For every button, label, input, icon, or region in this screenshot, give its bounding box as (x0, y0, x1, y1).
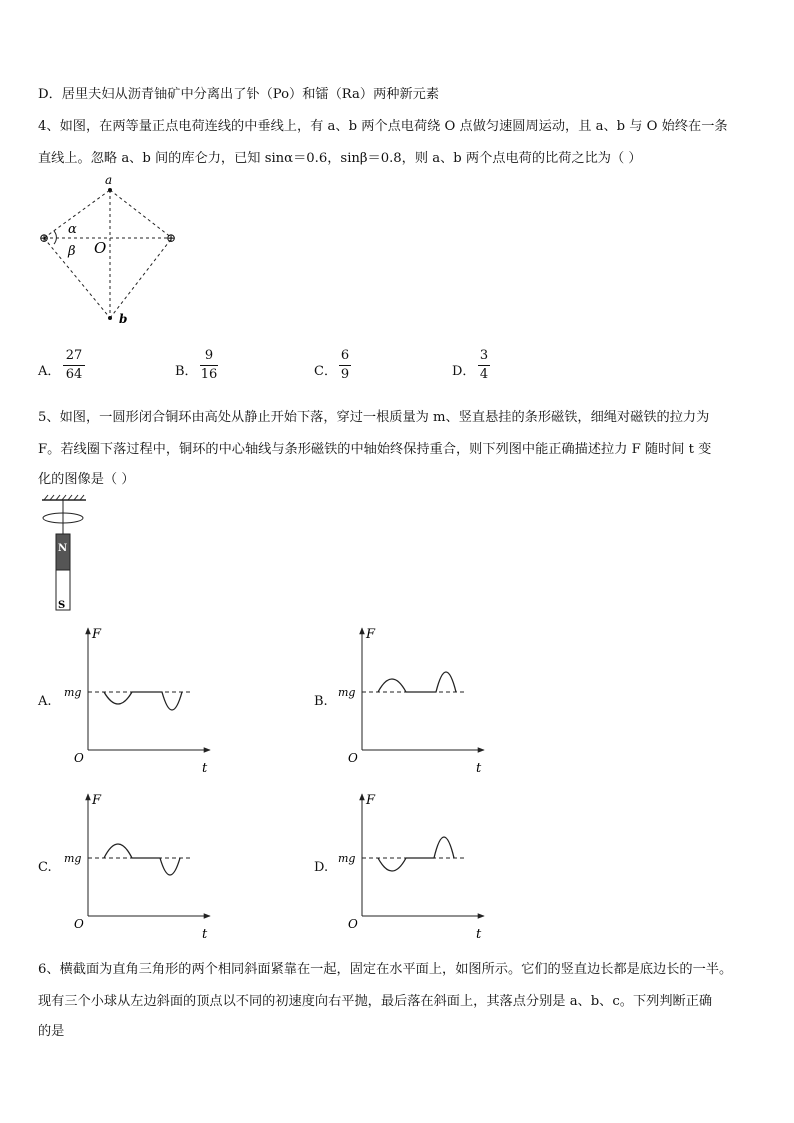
q4-option-a-letter[interactable]: A． (38, 364, 61, 379)
q4-option-b-fraction (200, 348, 218, 383)
label-b: b (119, 312, 128, 326)
q6-text-line3: 的是 (38, 1024, 65, 1039)
q5-option-c-letter[interactable]: C. (38, 860, 52, 875)
origin-label: O (348, 917, 358, 931)
axis-f-label: F (366, 627, 376, 642)
denominator: 64 (65, 367, 83, 382)
q5-graph-d[interactable] (334, 788, 494, 944)
numerator: 6 (340, 348, 350, 363)
q5-option-b-letter[interactable]: B. (314, 694, 328, 709)
point-b (108, 316, 112, 320)
denominator: 9 (340, 367, 350, 382)
axis-f-label: F (92, 793, 102, 808)
q4-option-c-fraction (339, 348, 351, 383)
q5-graph-c[interactable] (60, 788, 220, 944)
south-label: S (58, 600, 66, 611)
origin-label: O (74, 917, 84, 931)
q3-option-d: D．居里夫妇从沥青铀矿中分离出了钋（Po）和镭（Ra）两种新元素 (38, 87, 440, 102)
q4-text-line1: 4、如图，在两等量正点电荷连线的中垂线上，有 a、b 两个点电荷绕 O 点做匀速圆周运动，且 a、b 与 O 始终在一条 (38, 119, 728, 134)
north-label: N (58, 543, 68, 554)
label-alpha: α (68, 222, 77, 237)
q5-text-line1: 5、如图，一圆形闭合铜环由高处从静止开始下落，穿过一根质量为 m、竖直悬挂的条形磁铁，细绳对磁铁的拉力为 (38, 410, 710, 425)
origin-label: O (348, 751, 358, 765)
q5-magnet-figure (36, 494, 96, 616)
axis-t-label: t (202, 761, 208, 776)
right-charge: ⊕ (166, 231, 177, 245)
mg-label: mg (64, 852, 82, 865)
q4-option-d-fraction (478, 348, 490, 383)
q5-graph-b[interactable] (334, 622, 494, 778)
q6-text-line1: 6、横截面为直角三角形的两个相同斜面紧靠在一起，固定在水平面上，如图所示。它们的竖直边长都是底边长的一半。 (38, 962, 733, 977)
label-o: O (94, 239, 107, 257)
q4-option-d-letter[interactable]: D． (452, 364, 476, 379)
axis-f-label: F (366, 793, 376, 808)
origin-label: O (74, 751, 84, 765)
denominator: 4 (479, 367, 489, 382)
mg-label: mg (338, 852, 356, 865)
axis-t-label: t (476, 927, 482, 942)
q5-text-line2: F。若线圈下落过程中，铜环的中心轴线与条形磁铁的中轴始终保持重合，则下列图中能正确描述拉力 F 随时间 t 变 (38, 442, 712, 457)
numerator: 3 (479, 348, 489, 363)
q4-option-b-letter[interactable]: B． (175, 364, 198, 379)
numerator: 27 (65, 348, 83, 363)
q4-figure (30, 170, 190, 330)
mg-label: mg (338, 686, 356, 699)
q6-text-line2: 现有三个小球从左边斜面的顶点以不同的初速度向右平抛，最后落在斜面上，其落点分别是 a、b、c。下列判断正确 (38, 994, 713, 1009)
left-charge: ⊕ (39, 231, 50, 245)
q4-text-line2: 直线上。忽略 a、b 间的库仑力，已知 sinα＝0.6，sinβ＝0.8，则 a、b 两个点电荷的比荷之比为（ ） (38, 151, 642, 166)
numerator: 9 (204, 348, 214, 363)
mg-label: mg (64, 686, 82, 699)
q5-graph-a[interactable] (60, 622, 220, 778)
point-a (108, 188, 112, 192)
q4-option-a-fraction (63, 348, 85, 383)
q5-option-d-letter[interactable]: D. (314, 860, 329, 875)
q4-option-c-letter[interactable]: C． (314, 364, 337, 379)
label-beta: β (68, 244, 76, 259)
axis-t-label: t (202, 927, 208, 942)
axis-t-label: t (476, 761, 482, 776)
label-a: a (105, 173, 113, 187)
denominator: 16 (200, 367, 218, 382)
q5-text-line3: 化的图像是（ ） (38, 472, 135, 487)
axis-f-label: F (92, 627, 102, 642)
q5-option-a-letter[interactable]: A. (38, 694, 52, 709)
